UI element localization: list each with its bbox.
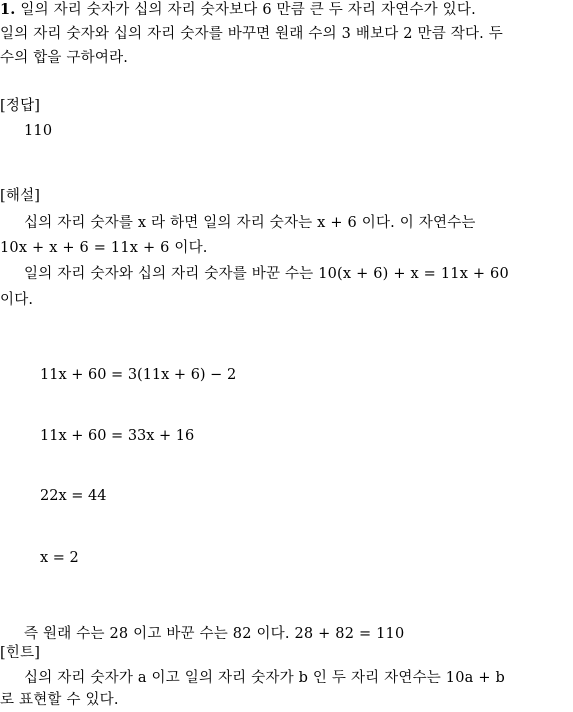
problem-text-1: 일의 자리 숫자가 십의 자리 숫자보다 6 만큼 큰 두 자리 자연수가 있다.	[20, 2, 476, 18]
equation-1: 11x + 60 = 3(11x + 6) − 2	[40, 367, 237, 383]
answer-heading: [정답]	[0, 98, 41, 114]
explanation-conclusion: 즉 원래 수는 28 이고 바꾼 수는 82 이다. 28 + 82 = 110	[24, 626, 405, 642]
explanation-p2-line2: 이다.	[0, 292, 34, 308]
explanation-p2-line1: 일의 자리 숫자와 십의 자리 숫자를 바꾼 수는 10(x + 6) + x = 11x + 60	[24, 266, 509, 282]
problem-line-1	[0, 0, 573, 20]
problem-number: 1.	[0, 1, 16, 18]
equation-3: 22x = 44	[40, 488, 107, 504]
problem-text-2: 일의 자리 숫자와 십의 자리 숫자를 바꾸면 원래 수의 3 배보다 2 만큼 작다. 두	[0, 26, 503, 42]
answer-value: 110	[24, 123, 53, 139]
equation-4: x = 2	[40, 550, 79, 566]
explanation-heading: [해설]	[0, 188, 41, 204]
explanation-p1-line1: 십의 자리 숫자를 x 라 하면 일의 자리 숫자는 x + 6 이다. 이 자연수는	[24, 215, 476, 231]
hint-line-1: 십의 자리 숫자가 a 이고 일의 자리 숫자가 b 인 두 자리 자연수는 10a + b	[24, 670, 505, 686]
problem-text-3: 수의 합을 구하여라.	[0, 50, 129, 66]
equation-2: 11x + 60 = 33x + 16	[40, 428, 195, 444]
hint-line-2: 로 표현할 수 있다.	[0, 692, 119, 708]
explanation-p1-line2: 10x + x + 6 = 11x + 6 이다.	[0, 240, 208, 256]
hint-heading: [힌트]	[0, 645, 41, 661]
